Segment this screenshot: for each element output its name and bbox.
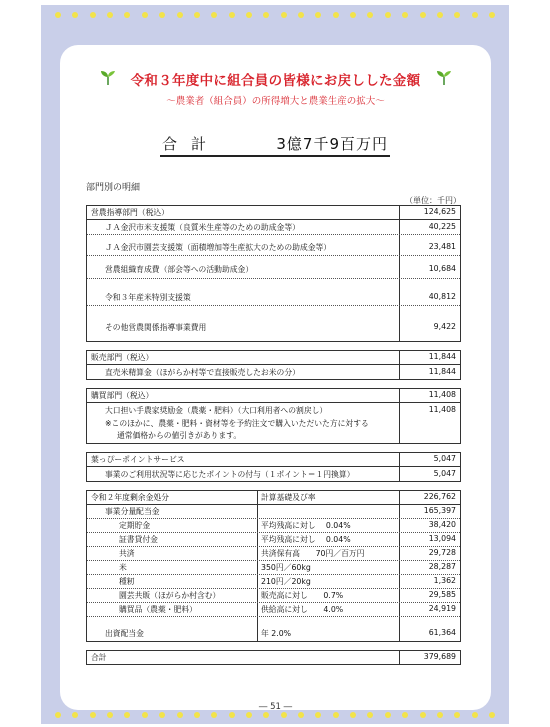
table-row: 令和２年度剰余金処分 計算基礎及び率 226,762 xyxy=(91,492,456,502)
table-row: 直売米精算金（ほがらか村等で直接販売したお米の分） 11,844 xyxy=(105,367,456,377)
table-row: 事業のご利用状況等に応じたポイントの付与（１ポイント＝１円換算） 5,047 xyxy=(105,469,456,479)
table-row: 定期貯金 平均残高に対し 0.04% 38,420 xyxy=(119,520,456,530)
note-line: 通常価格からの値引きがあります。 xyxy=(117,431,242,440)
purchase-table xyxy=(86,388,461,444)
table-row: 事業分量配当金 165,397 xyxy=(105,506,456,516)
table-row: 米 350円／60kg 28,287 xyxy=(119,562,456,572)
sales-table xyxy=(86,350,461,380)
document-page xyxy=(60,45,491,710)
total-value: 3億7千9百万円 xyxy=(276,135,388,153)
table-row: 営農指導部門（税込） 124,625 xyxy=(91,207,456,217)
table-row: 種籾 210円／20kg 1,362 xyxy=(119,576,456,586)
table-row: 営農組織育成費（部会等への活動助成金） 10,684 xyxy=(105,264,456,274)
table-row: ＪＡ金沢市園芸支援策（面積増加等生産拡大のための助成金等） 23,481 xyxy=(105,242,456,252)
guidance-table xyxy=(86,205,461,342)
grand-total-table xyxy=(86,650,461,665)
table-row: 証書貸付金 平均残高に対し 0.04% 13,094 xyxy=(119,534,456,544)
table-row: 共済 共済保有高 70円／百万円 29,728 xyxy=(119,548,456,558)
total-summary xyxy=(160,133,390,157)
top-dot-border xyxy=(55,12,495,22)
table-row: 購買品（農薬・肥料） 供給高に対し 4.0% 24,919 xyxy=(119,604,456,614)
table-row: 販売部門（税込） 11,844 xyxy=(91,352,456,362)
note-line: ※このほかに、農薬・肥料・資材等を予約注文で購入いただいた方に対する xyxy=(105,419,369,428)
table-row: ＪＡ金沢市米支援策（良質米生産等のための助成金等） 40,225 xyxy=(105,222,456,232)
table-row: 購買部門（税込） 11,408 xyxy=(91,390,456,400)
table-row: 令和３年産米特別支援策 40,812 xyxy=(105,292,456,302)
page-subtitle: ～農業者（組合員）の所得増大と農業生産の拡大～ xyxy=(166,96,385,107)
table-row: 葉っぴーポイントサービス 5,047 xyxy=(91,454,456,464)
table-row: その他営農関係指導事業費用 9,422 xyxy=(105,322,456,332)
page-title: 令和３年度中に組合員の皆様にお戻しした金額 xyxy=(130,73,421,89)
points-table xyxy=(86,452,461,482)
bottom-dot-border xyxy=(55,712,495,722)
surplus-table xyxy=(86,490,461,642)
total-label: 合計 xyxy=(162,135,221,153)
unit-label: （単位：千円） xyxy=(405,196,461,205)
section-title: 部門別の明細 xyxy=(86,183,141,193)
table-row: 大口担い手農家奨励金（農薬・肥料）（大口利用者への割戻し） 11,408 xyxy=(105,405,456,415)
table-row: 園芸共販（ほがらか村含む） 販売高に対し 0.7% 29,585 xyxy=(119,590,456,600)
table-row: 合計 379,689 xyxy=(91,652,456,662)
table-row: 出資配当金 年 2.0% 61,364 xyxy=(105,628,456,638)
page-number: ― 51 ― xyxy=(258,702,293,712)
